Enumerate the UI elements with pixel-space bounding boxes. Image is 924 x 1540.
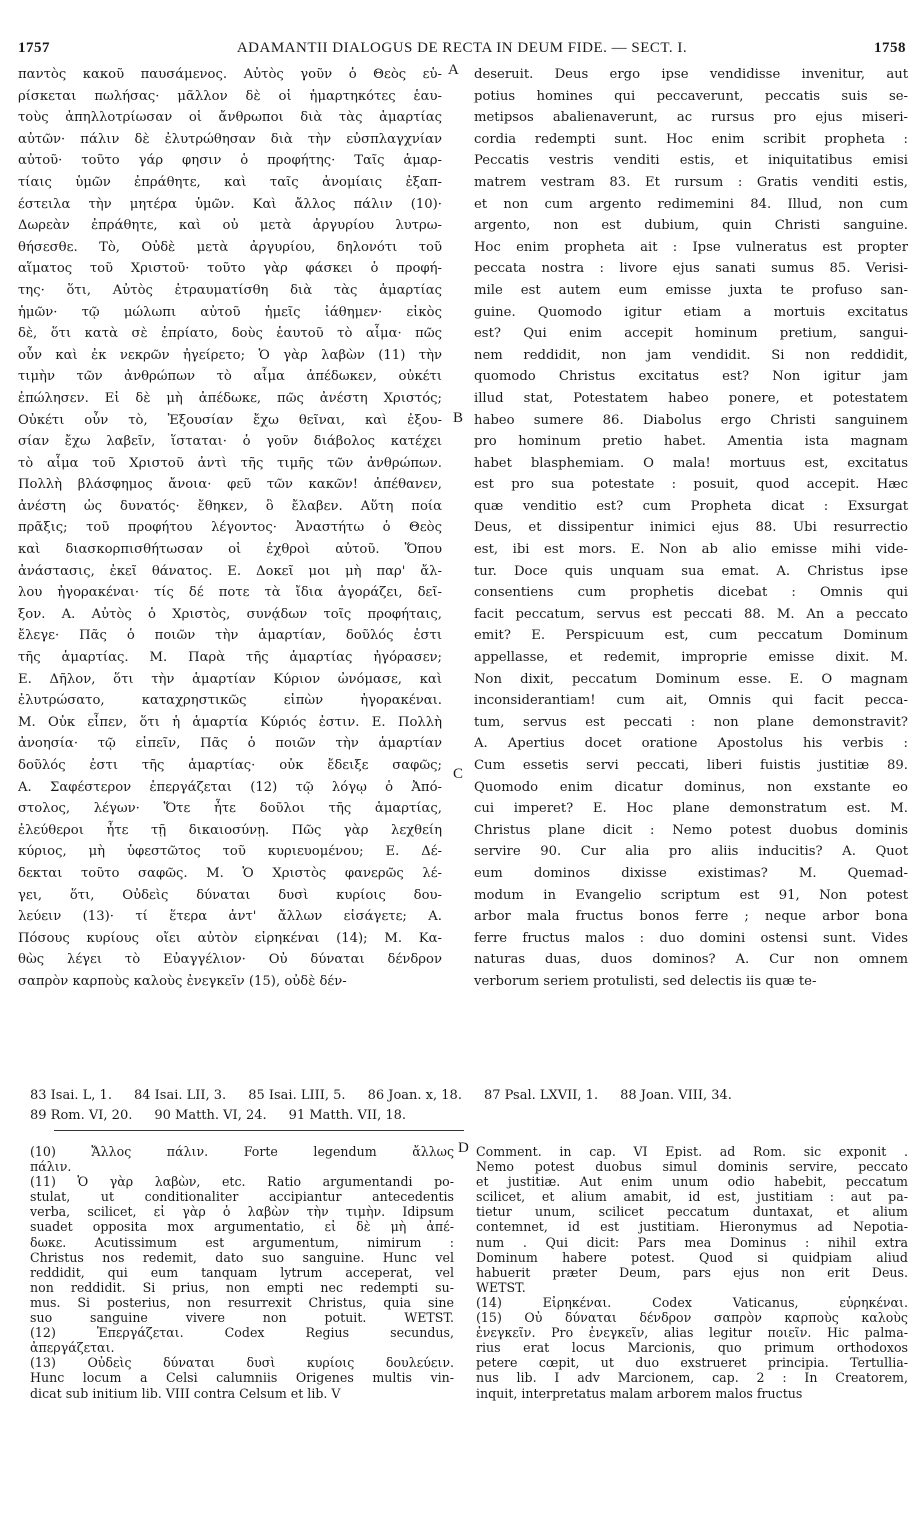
greek-text-line: κύριος, μὴ ὑφεστῶτος τοῦ κυριευομένου; Ε. Δέ-	[18, 844, 442, 860]
note-line: mus. Si posterius, non resurrexit Christus, quia sine	[30, 1294, 454, 1310]
latin-text-line: emit? E. Perspicuum est, cum peccatum Dominum	[474, 628, 908, 644]
greek-text-line: δὲ, ὅτι κατὰ σὲ ἐπρίατο, δοὺς ἑαυτοῦ τὸ αἷμα· πῶς	[18, 326, 442, 342]
latin-text-line: Christus plane dicit : Nemo potest duobus dominis	[474, 822, 908, 838]
greek-text-line: ἡμῶν· τῷ μώλωπι αὐτοῦ ἡμεῖς ἰάθημεν· εἰκὸς	[18, 304, 442, 320]
note-line: (13) Οὐδεὶς δύναται δυσὶ κυρίοις δουλεύειν.	[30, 1355, 454, 1371]
page-number-right: 1758	[874, 39, 906, 56]
greek-text-line: δοῦλός ἐστι τῆς ἁμαρτίας· οὐκ ἔδειξε σαφῶς;	[18, 758, 442, 773]
latin-text-line: metipsos abalienaverunt, ac rursus pro ejus miseri-	[474, 110, 908, 126]
latin-text-line: tum, servus est peccati : non plane demonstravit?	[474, 714, 908, 730]
latin-text-line: matrem vestram 83. Et rursum : Gratis venditi estis,	[474, 174, 908, 190]
scripture-reference: 90 Matth. VI, 24.	[154, 1108, 267, 1123]
latin-text-line: verborum seriem protulisti, sed delectis iis quæ te-	[474, 973, 817, 989]
latin-text-line: est, ibi est mors. E. Non ab alio emisse mihi vide-	[474, 542, 908, 558]
latin-text-line: quæ venditio est? cum Propheta dicat : Exsurgat	[474, 498, 908, 514]
latin-text-line: tur. Doce quis unquam sua emat. A. Christus ipse	[474, 563, 908, 579]
note-line: habuerit præter Deum, pars ejus non erit Deus.	[476, 1264, 908, 1280]
note-line: rius erat locus Marcionis, quo primum orthodoxos	[476, 1340, 908, 1356]
page-header	[18, 38, 906, 58]
latin-text-line: Quomodo enim dicatur dominus, non exstante eo	[474, 779, 908, 795]
latin-text-line: servire 90. Cur alia pro aliis inducitis? A. Quot	[474, 844, 908, 860]
greek-text-line: αὐτῶν· πάλιν δὲ ἐλυτρώθησαν διὰ τὴν εὐσπλαγχνίαν	[18, 131, 442, 147]
note-line: Hunc locum a Celsi calumniis Origenes multis vin-	[30, 1370, 454, 1386]
scripture-refs-row	[30, 1106, 890, 1126]
greek-text-line: Πόσους κυρίους οἴει αὐτὸν εἰρηκέναι (14); Μ. Κα-	[18, 930, 442, 946]
latin-text-line: Cum essetis servi peccati, liberi fuistis justitiæ 89.	[474, 758, 908, 773]
note-line: dicat sub initium lib. VIII contra Celsum et lib. V	[30, 1385, 341, 1401]
latin-text-line: mile est autem eum emisse juxta te profuso san-	[474, 282, 908, 298]
latin-text-line: deseruit. Deus ergo ipse vendidisse invenitur, aut	[474, 67, 908, 82]
scripture-reference: 91 Matth. VII, 18.	[288, 1108, 407, 1123]
greek-text-line: σίαν ἔχω λαβεῖν, ἵσταται· ὁ γοῦν διάβολος κατέχει	[18, 434, 442, 450]
scripture-references	[30, 1086, 890, 1126]
latin-text-line: cordia redempti sunt. Hoc enim scribit propheta :	[474, 131, 908, 147]
note-line: scilicet, et alium amabit, id est, justitiam : aut pa-	[476, 1189, 908, 1205]
greek-text-line: ἐπώλησεν. Εἰ δὲ μὴ ἀπέδωκε, πῶς ἀνέστη Χριστός;	[18, 390, 442, 406]
running-title: ADAMANTII DIALOGUS DE RECTA IN DEUM FIDE. — SECT. I.	[236, 39, 688, 56]
latin-text-line: habet blasphemiam. O mala! mortuus est, excitatus	[474, 455, 908, 471]
latin-text-line: cui imperet? E. Hoc plane demonstratum est. M.	[474, 801, 908, 817]
greek-text-line: τοὺς ἀπηλλοτρίωσαν οἱ ἄνθρωποι διὰ τὰς ἁμαρτίας	[18, 110, 442, 126]
scripture-refs-row	[30, 1086, 890, 1106]
note-line: reddidit, qui eum tanquam lytrum acceperat, vel	[30, 1264, 454, 1280]
greek-text-line: τίαις ὑμῶν ἐπράθητε, καὶ ταῖς ἀνομίαις ἐξαπ-	[18, 174, 442, 190]
note-line: verba, scilicet, εἰ γὰρ ὁ λαβὼν τὴν τιμὴν. Idipsum	[30, 1204, 454, 1220]
note-line: ἐνεγκεῖν. Pro ἐνεγκεῖν, alias legitur ποιεῖν. Hic palma-	[476, 1325, 908, 1341]
latin-text-line: peccata nostra : livore ejus sanati sumus 85. Verisi-	[474, 261, 908, 277]
greek-text-line: ἔλεγε· Πᾶς ὁ ποιῶν τὴν ἁμαρτίαν, δοῦλός ἐστι	[18, 628, 442, 644]
note-line: Nemo potest duobus simul dominis servire, peccato	[476, 1159, 908, 1175]
greek-text-line: λου ἠγορακέναι· τίς δέ ποτε τὰ ἴδια ἀγοράζει, δεῖ-	[18, 585, 442, 601]
latin-text-line: est? Qui enim accepit hominum pretium, sangui-	[474, 326, 908, 342]
note-line: non reddidit. Si prius, non empti nec redempti su-	[30, 1279, 454, 1295]
latin-text-line: inconsiderantiam! cum ait, Omnis qui facit pecca-	[474, 693, 908, 709]
note-line: suadet opposita mox argumentatio, εἰ δὲ μὴ ἀπέ-	[30, 1219, 454, 1235]
greek-text-line: θήσεσθε. Τὸ, Οὐδὲ μετὰ ἀργυρίου, δηλονότι τοῦ	[18, 239, 442, 255]
note-line: contemnet, id est justitiam. Hieronymus ad Nepotia-	[476, 1219, 908, 1235]
latin-text-line: ferre fructus malos : duo domini ostensi sunt. Vides	[474, 930, 908, 946]
greek-text-line: έστειλα τὴν μητέρα ὑμῶν. Καὶ ἄλλος πάλιν (10)·	[18, 196, 442, 212]
note-line: δωκε. Acutissimum est argumentum, nimirum :	[30, 1234, 454, 1250]
footnote-rule	[54, 1130, 464, 1131]
latin-text-line: argento, non est dubium, quin Christi sanguine.	[474, 218, 908, 234]
latin-text-line: modum in Evangelio scriptum est 91, Non potest	[474, 887, 908, 903]
greek-text-line: αὐτοῦ· τοῦτο γάρ φησιν ὁ προφήτης· Ταῖς ἁμαρ-	[18, 153, 442, 169]
note-line: suo sanguine vivere non potuit. WETST.	[30, 1310, 454, 1326]
greek-text-line: στολος, λέγων· Ὅτε ἦτε δοῦλοι τῆς ἁμαρτίας,	[18, 801, 442, 817]
note-line: (11) Ὁ γὰρ λαβὼν, etc. Ratio argumentandi po-	[30, 1174, 454, 1190]
latin-text-line: illud stat, Potestatem habeo ponere, et potestatem	[474, 390, 908, 406]
notes-right-column	[476, 1144, 908, 1401]
greek-text-line: ἐλυτρώσατο, καταχρηστικῶς εἰπὼν ἠγορακέναι.	[18, 693, 442, 709]
greek-text-line: Δωρεὰν ἐπράθητε, καὶ οὐ μετὰ ἀργυρίου λυτρω-	[18, 218, 442, 234]
greek-text-line: Μ. Οὐκ εἶπεν, ὅτι ἡ ἁμαρτία Κύριός ἐστιν. Ε. Πολλὴ	[18, 714, 442, 730]
greek-text-line: καὶ διασκορπισθήτωσαν οἱ ἐχθροὶ αὐτοῦ. Ὅπου	[18, 542, 442, 558]
latin-text-line: pro hominum pretio habet. Amentia ista magnam	[474, 434, 908, 450]
greek-text-line: παντὸς κακοῦ παυσάμενος. Αὐτὸς γοῦν ὁ Θεὸς εὑ-	[18, 67, 442, 82]
greek-text-line: δεκται τοῦτο σαφῶς. Μ. Ὁ Χριστὸς φανερῶς λέ-	[18, 865, 442, 881]
scripture-reference: 89 Rom. VI, 20.	[30, 1108, 133, 1123]
margin-letter-a: A	[448, 62, 459, 78]
latin-text-line: eum dominos dixisse existimas? M. Quemad-	[474, 865, 908, 881]
note-line: Comment. in cap. VI Epist. ad Rom. sic exponit .	[476, 1144, 908, 1159]
note-line: Dominum habere potest. Quod si quidpiam aliud	[476, 1249, 908, 1265]
latin-text-line: naturas duas, duos dominos? A. Cur non omnem	[474, 952, 908, 968]
margin-letter-d: D	[458, 1140, 469, 1156]
scripture-reference: 88 Joan. VIII, 34.	[620, 1088, 732, 1103]
greek-text-line: Οὐκέτι οὖν τὸ, Ἐξουσίαν ἔχω θεῖναι, καὶ ἐξου-	[18, 412, 442, 428]
latin-text-line: potius homines qui peccaverunt, peccatis suis se-	[474, 88, 908, 104]
latin-text-line: A. Apertius docet oratione Apostolus his verbis :	[474, 736, 908, 752]
latin-text-line: nem reddidit, non jam vendidit. Si non reddidit,	[474, 347, 908, 363]
latin-text-line: Hoc enim propheta ait : Ipse vulneratus est propter	[474, 239, 908, 255]
latin-text-line: guine. Quomodo igitur etiam a mortuis excitatus	[474, 304, 908, 320]
latin-text-line: et non cum argento redimemini 84. Illud, non cum	[474, 196, 908, 212]
latin-text-line: appellasse, et redemit, improprie emisse dixit. M.	[474, 650, 908, 666]
note-line: tietur unum, scilicet peccatum duntaxat, et alium	[476, 1204, 908, 1220]
notes-left-column	[30, 1144, 454, 1401]
greek-text-line: γει, ὅτι, Οὐδεὶς δύναται δυσὶ κυρίοις δου-	[18, 887, 442, 903]
latin-text-line: habeo sumere 86. Diabolus ergo Christi sanguinem	[474, 412, 908, 428]
greek-text-line: λεύειν (13)· τί ἕτερα ἀντ' ἄλλων εἰσάγετε; Α.	[18, 909, 442, 925]
greek-text-line: Ε. Δῆλον, ὅτι τὴν ἁμαρτίαν Κύριον ὠνόμασε, καὶ	[18, 671, 442, 687]
scripture-reference: 86 Joan. x, 18.	[367, 1088, 462, 1103]
margin-letter-b: B	[453, 410, 464, 426]
note-line: (15) Οὐ δύναται δένδρον σαπρὸν καρποὺς καλοὺς	[476, 1310, 908, 1326]
latin-text-line: Peccatis vestris venditi estis, et iniquitatibus emisi	[474, 153, 908, 169]
note-line: et justitiæ. Aut enim unum odio habebit, peccatum	[476, 1174, 908, 1190]
note-line: num . Qui dicit: Pars mea Dominus : nihil extra	[476, 1234, 908, 1250]
latin-text-line: facit peccatum, servus est peccati 88. M. An a peccato	[474, 606, 908, 622]
greek-text-line: Πολλὴ βλάσφημος ἄνοια· φεῦ τῶν κακῶν! ἀπέθανεν,	[18, 477, 442, 493]
greek-text-line: Α. Σαφέστερον ἐπεργάζεται (12) τῷ λόγῳ ὁ Ἀπό-	[18, 779, 442, 795]
note-line: (14) Εἰρηκέναι. Codex Vaticanus, εὑρηκέναι.	[476, 1294, 908, 1310]
note-line: Christus nos redemit, dato suo sanguine. Hunc vel	[30, 1249, 454, 1265]
greek-text-line: ξον. Α. Αὐτὸς ὁ Χριστὸς, συνᾴδων τοῖς προφήταις,	[18, 606, 442, 622]
greek-text-line: αἵματος τοῦ Χριστοῦ· τοῦτο γὰρ φάσκει ὁ προφή-	[18, 261, 442, 277]
latin-text-column	[474, 64, 908, 993]
note-line: ἀπεργάζεται.	[30, 1340, 115, 1356]
greek-text-line: ἀνάστασις, ἐκεῖ θάνατος. Ε. Δοκεῖ μοι μὴ παρ' ἄλ-	[18, 563, 442, 579]
scripture-reference: 83 Isai. L, 1.	[30, 1088, 112, 1103]
page-number-left: 1757	[18, 39, 50, 56]
latin-text-line: arbor mala fructus bonos ferre ; neque arbor bona	[474, 909, 908, 925]
greek-text-line: τιμὴν τῶν ἀνθρώπων τὸ αἷμα ἀπέδωκεν, οὐκέτι	[18, 369, 442, 385]
greek-text-line: οὖν καὶ ἐκ νεκρῶν ἠγείρετο; Ὁ γὰρ λαβὼν (11) τὴν	[18, 347, 442, 363]
note-line: πάλιν.	[30, 1159, 72, 1175]
greek-text-line: τῆς ἁμαρτίας. Μ. Παρὰ τῆς ἁμαρτίας ἠγόρασεν;	[18, 650, 442, 666]
note-line: (10) Ἄλλος πάλιν. Forte legendum ἄλλως	[30, 1144, 454, 1159]
latin-text-line: Non dixit, peccatum Dominum esse. E. O magnam	[474, 671, 908, 687]
latin-text-line: quomodo Christus excitatus est? Non igitur jam	[474, 369, 908, 385]
latin-text-line: consentiens cum prophetis dicebat : Omnis qui	[474, 585, 908, 601]
greek-text-line: τὸ αἷμα τοῦ Χριστοῦ ἀντὶ τῆς τιμῆς τῶν ἀνθρώπων.	[18, 455, 442, 471]
note-line: inquit, interpretatus malam arborem malos fructus	[476, 1385, 803, 1401]
greek-text-line: ἀνοησία· τῷ εἰπεῖν, Πᾶς ὁ ποιῶν τὴν ἁμαρτίαν	[18, 736, 442, 752]
note-line: (12) Ἐπεργάζεται. Codex Regius secundus,	[30, 1325, 454, 1341]
scripture-reference: 85 Isai. LIII, 5.	[248, 1088, 346, 1103]
margin-letter-c: C	[453, 766, 464, 782]
note-line: WETST.	[476, 1279, 526, 1295]
greek-text-line: ρίσκεται πωλήσας· μᾶλλον δὲ οἱ ἡμαρτηκότες ἑαυ-	[18, 88, 442, 104]
greek-text-line: πρᾶξις; τοῦ προφήτου λέγοντος· Ἀναστήτω ὁ Θεὸς	[18, 520, 442, 536]
latin-text-line: Deus, et dissipentur inimici ejus 88. Ubi resurrectio	[474, 520, 908, 536]
note-line: petere cœpit, ut duo exstrueret principia. Tertullia-	[476, 1355, 908, 1371]
note-line: stulat, ut conditionaliter accipiantur antecedentis	[30, 1189, 454, 1205]
greek-text-column	[18, 64, 442, 993]
greek-text-line: ἀνέστη ὡς δυνατός· ἔθηκεν, ὃ ἔλαβεν. Αὕτη ποία	[18, 498, 442, 514]
scripture-reference: 87 Psal. LXVII, 1.	[483, 1088, 599, 1103]
note-line: nus lib. I adv Marcionem, cap. 2 : In Creatorem,	[476, 1370, 908, 1386]
latin-text-line: est pro sua potestate : posuit, quod accepit. Hæc	[474, 477, 908, 493]
greek-text-line: της· ὅτι, Αὐτὸς ἐτραυματίσθη διὰ τὰς ἁμαρτίας	[18, 282, 442, 298]
greek-text-line: σαπρὸν καρποὺς καλοὺς ἐνεγκεῖν (15), οὐδὲ δέν-	[18, 973, 347, 989]
scripture-reference: 84 Isai. LII, 3.	[133, 1088, 227, 1103]
greek-text-line: θὼς λέγει τὸ Εὐαγγέλιον· Οὐ δύναται δένδρον	[18, 952, 442, 968]
greek-text-line: ἐλεύθεροι ἦτε τῇ δικαιοσύνῃ. Πῶς γὰρ λεχθείη	[18, 822, 442, 838]
